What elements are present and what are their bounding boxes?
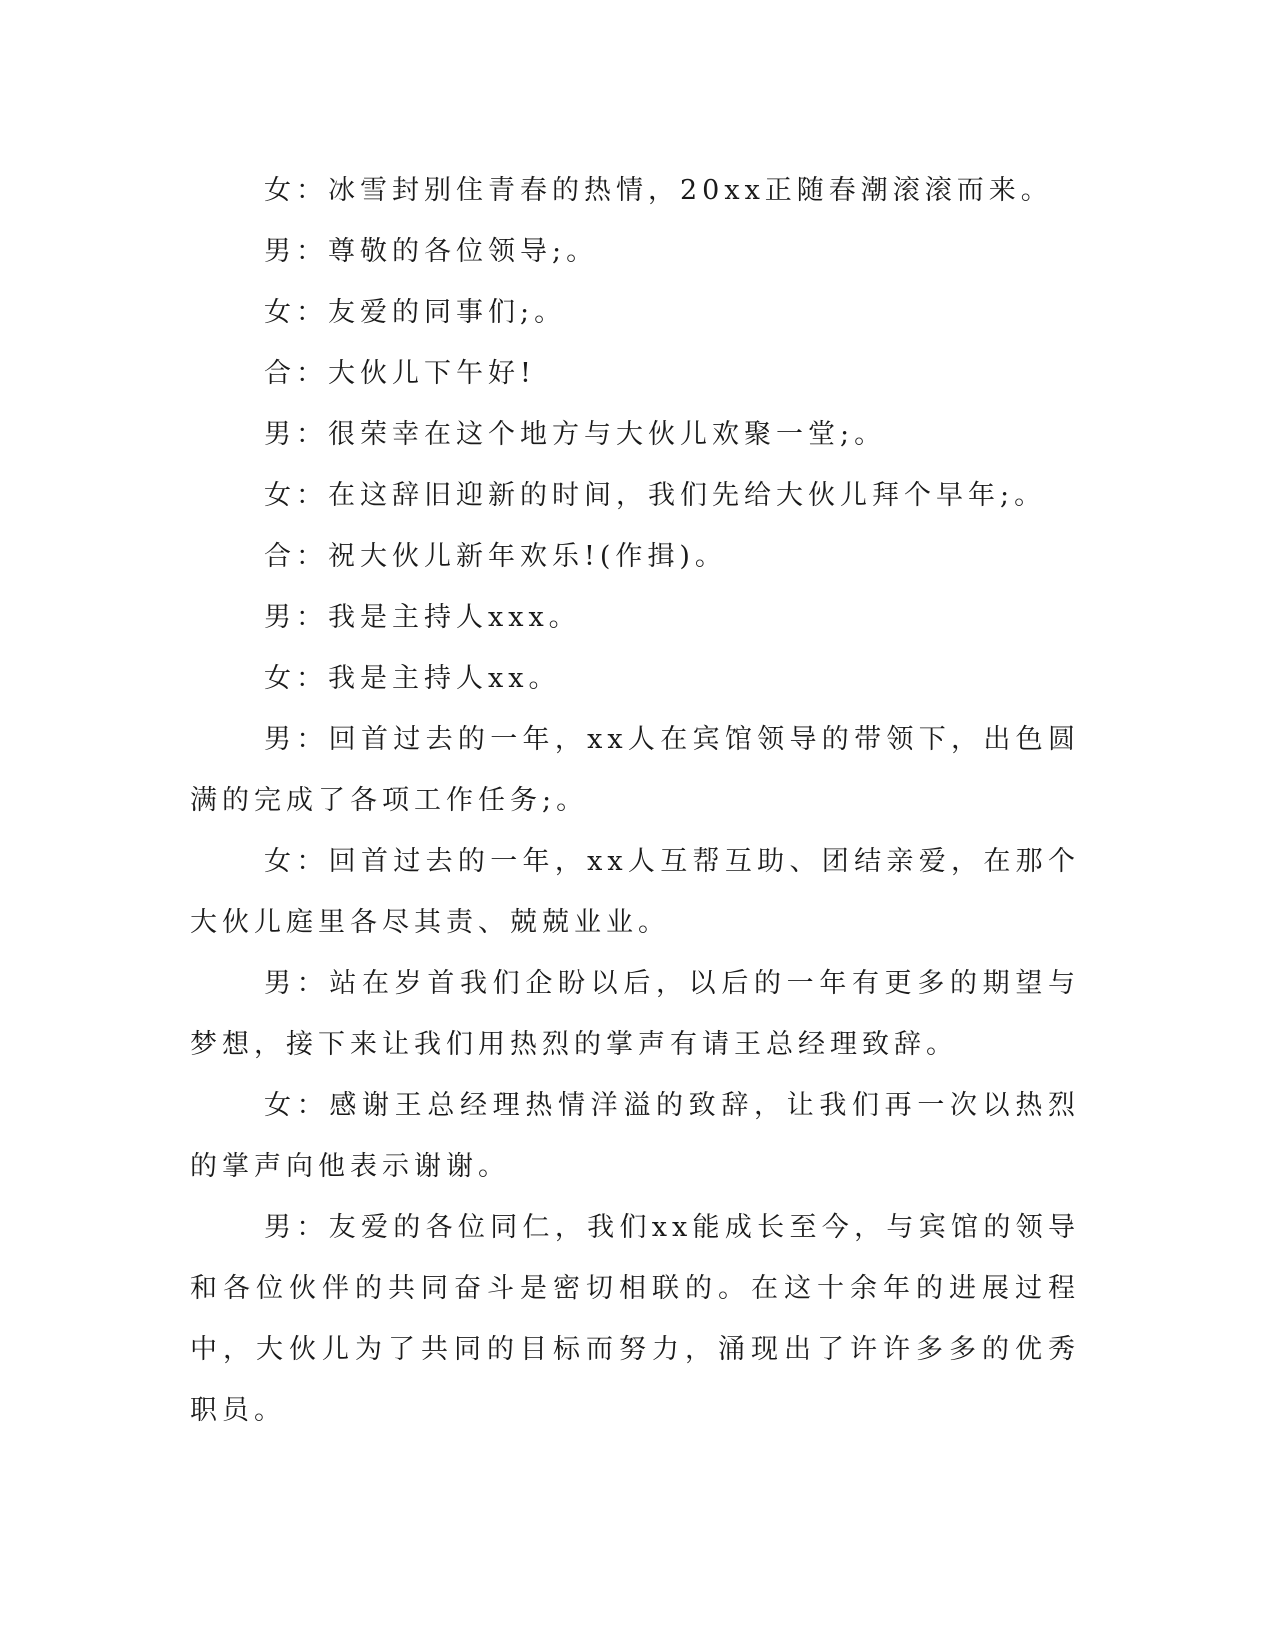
paragraph-4: 合：大伙儿下午好!	[264, 358, 536, 389]
paragraph-1: 女：冰雪封别住青春的热情，20xx正随春潮滚滚而来。	[264, 175, 1053, 206]
paragraph-8: 男：我是主持人xxx。	[264, 602, 581, 633]
paragraph-3: 女：友爱的同事们;。	[264, 297, 567, 328]
paragraph-9: 女：我是主持人xx。	[264, 663, 561, 694]
paragraph-10: 男：回首过去的一年，xx人在宾馆领导的带领下，出色圆满的完成了各项工作任务;。	[190, 724, 1080, 816]
paragraph-6: 女：在这辞旧迎新的时间，我们先给大伙儿拜个早年;。	[264, 480, 1047, 511]
paragraph-11: 女：回首过去的一年，xx人互帮互助、团结亲爱，在那个大伙儿庭里各尽其责、兢兢业业。	[190, 846, 1080, 938]
document-body	[190, 160, 1080, 1441]
paragraph-7: 合：祝大伙儿新年欢乐!(作揖)。	[264, 541, 727, 572]
paragraph-5: 男：很荣幸在这个地方与大伙儿欢聚一堂;。	[264, 419, 887, 450]
paragraph-2: 男：尊敬的各位领导;。	[264, 236, 599, 267]
paragraph-12: 男：站在岁首我们企盼以后，以后的一年有更多的期望与梦想，接下来让我们用热烈的掌声有请王总经理致辞。	[190, 968, 1080, 1060]
paragraph-13: 女：感谢王总经理热情洋溢的致辞，让我们再一次以热烈的掌声向他表示谢谢。	[190, 1090, 1080, 1182]
paragraph-14: 男：友爱的各位同仁，我们xx能成长至今，与宾馆的领导和各位伙伴的共同奋斗是密切相联的。在这十余年的进展过程中，大伙儿为了共同的目标而努力，涌现出了许许多多的优秀职员。	[190, 1212, 1080, 1426]
